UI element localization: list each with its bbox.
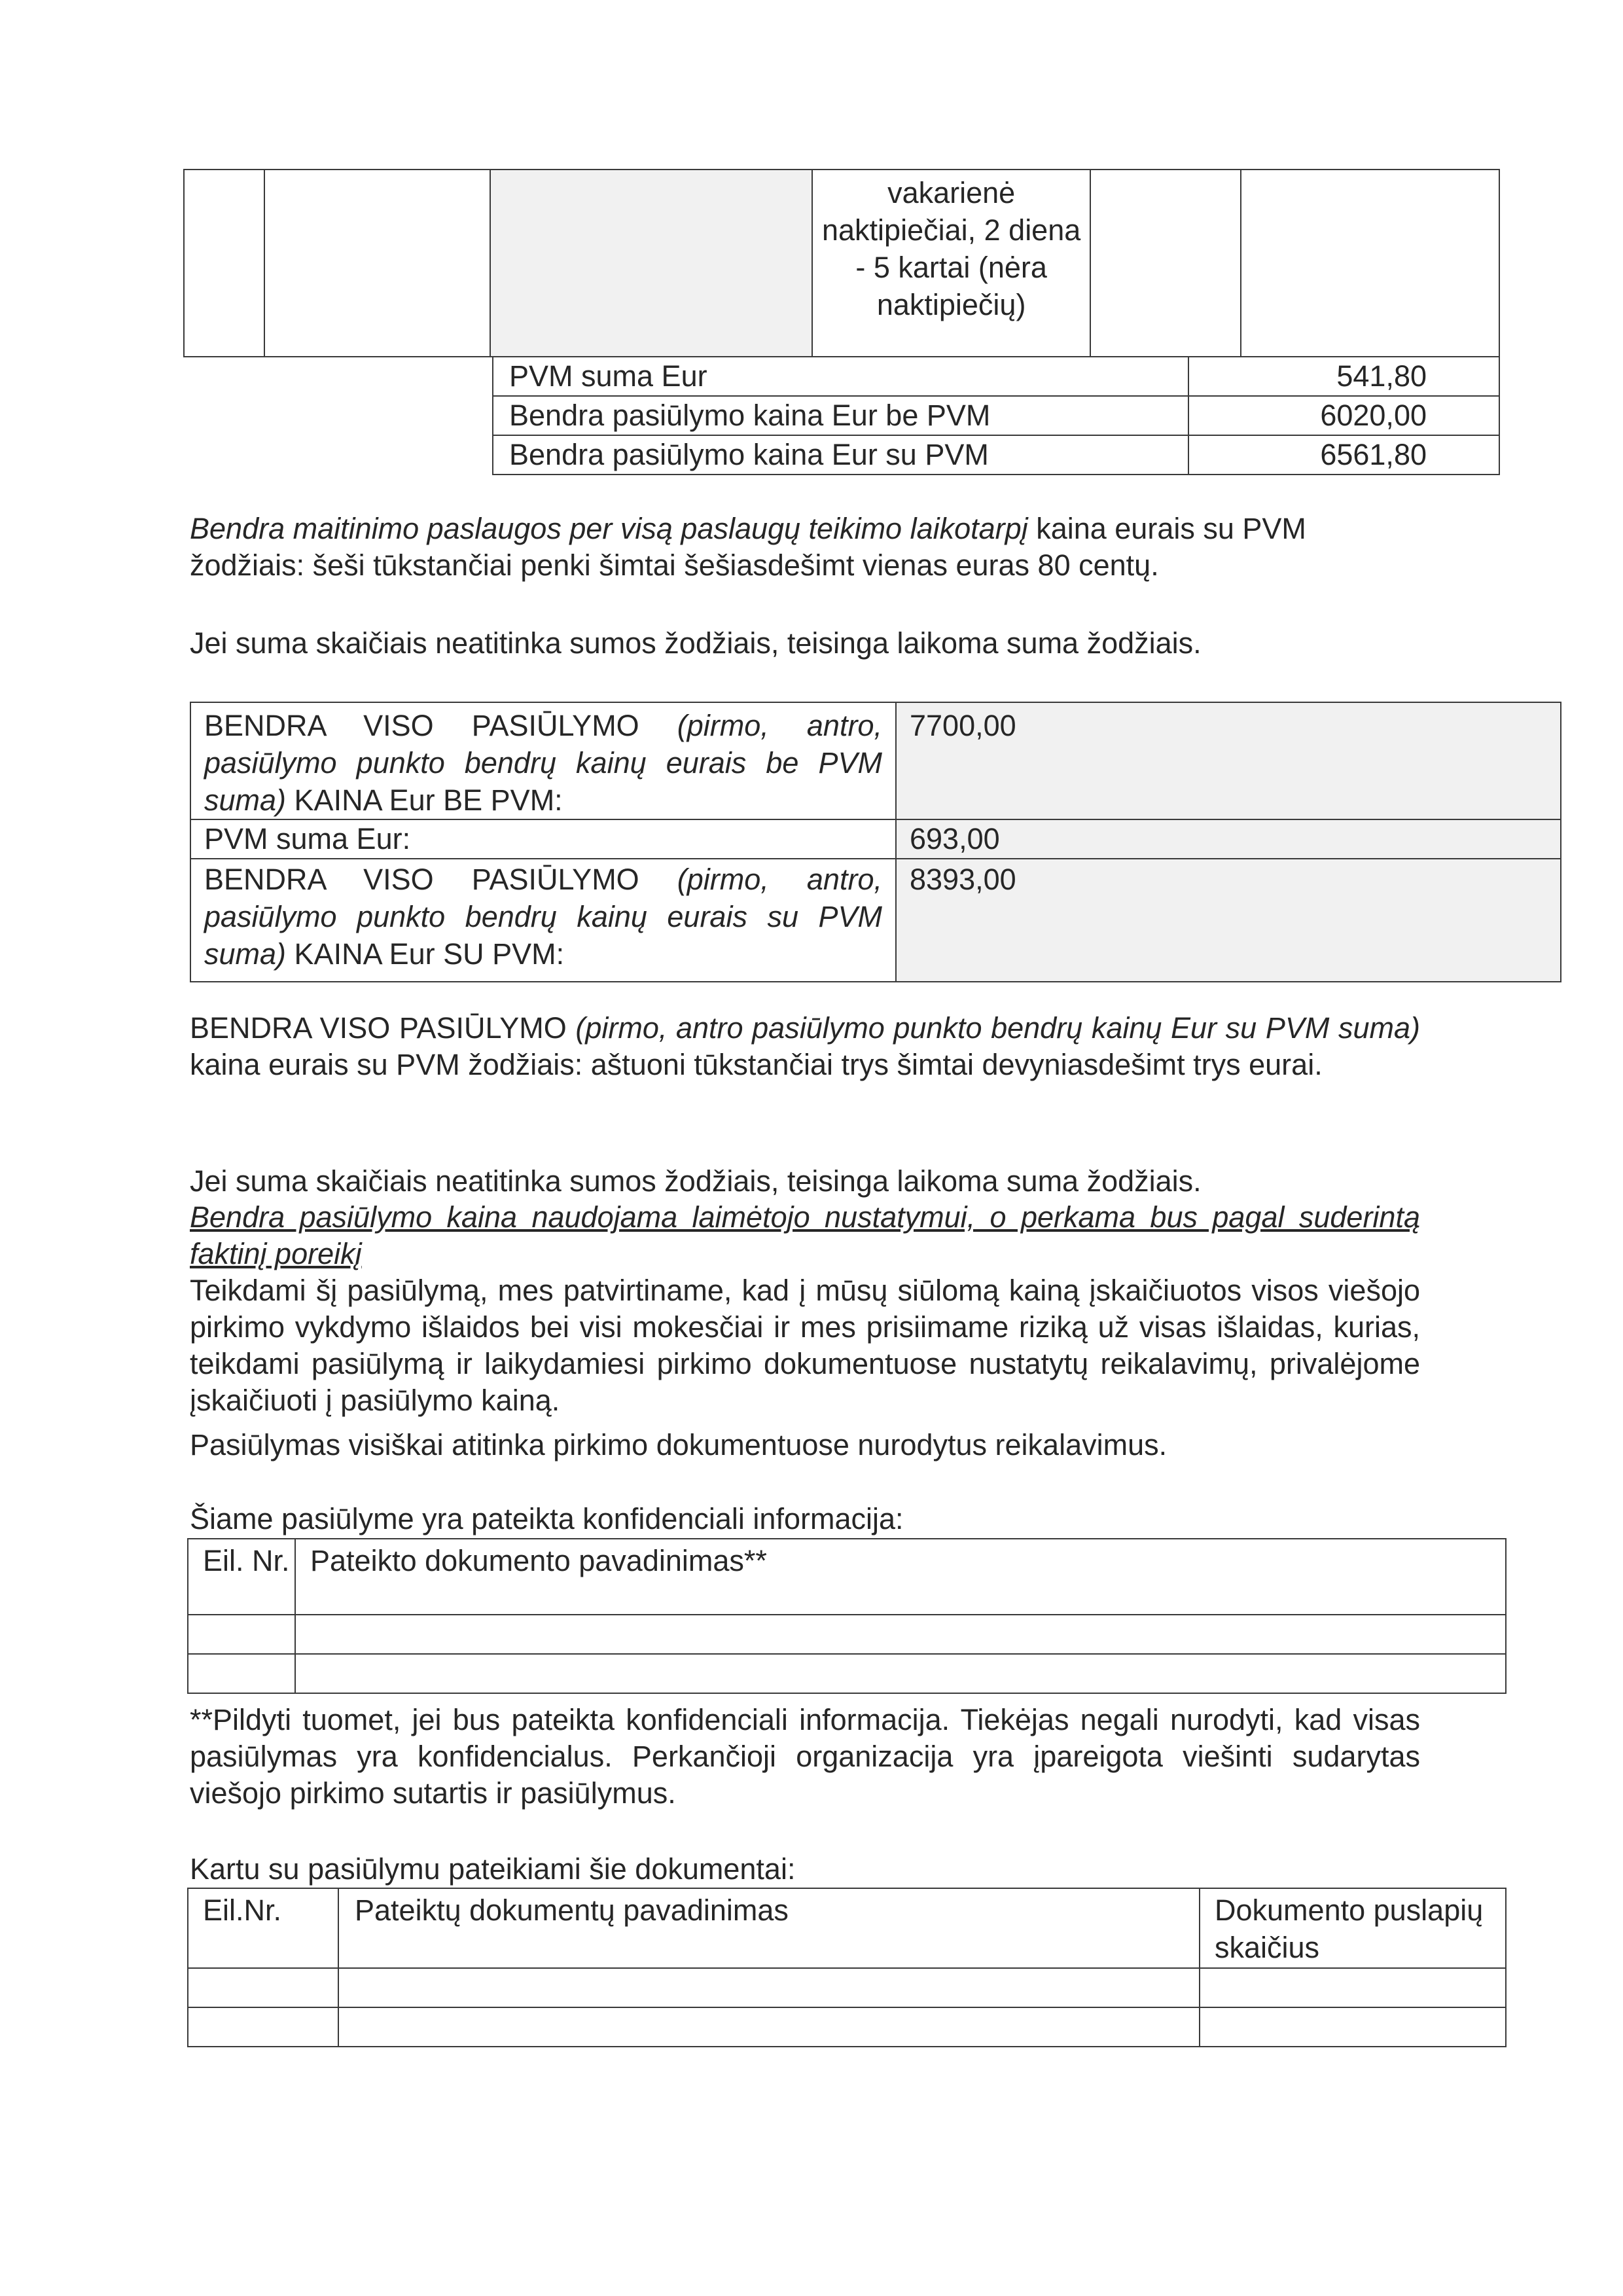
catering-price-italic: Bendra maitinimo paslaugos per visą paslaugų teikimo laikotarpį bbox=[190, 512, 1028, 545]
total-offer-without-vat-value: 7700,00 bbox=[896, 702, 1561, 819]
total-offer-heading: BENDRA VISO PASIŪLYMO bbox=[204, 709, 639, 742]
total-vat-value: 693,00 bbox=[896, 819, 1561, 859]
docs-col-number-header: Eil.Nr. bbox=[188, 1888, 338, 1968]
confidential-info-table bbox=[187, 1538, 1507, 1694]
rule-text-2: Jei suma skaičiais neatitinka sumos žodžiais, teisinga laikoma suma žodžiais. bbox=[190, 1164, 1202, 1198]
conf-row-1-title bbox=[295, 1615, 1506, 1654]
documents-table bbox=[187, 1888, 1507, 2047]
total-offer-suffix-2: KAINA Eur SU PVM: bbox=[294, 937, 565, 971]
total-vat-label: PVM suma Eur: bbox=[190, 819, 896, 859]
cell-empty-6 bbox=[1241, 170, 1499, 357]
docs-row-2-title bbox=[338, 2007, 1200, 2047]
total-without-vat-label: Bendra pasiūlymo kaina Eur be PVM bbox=[493, 396, 1188, 435]
rule-text-1: Jei suma skaičiais neatitinka sumos žodžiais, teisinga laikoma suma žodžiais. bbox=[190, 626, 1202, 660]
total-offer-with-vat-label bbox=[190, 859, 896, 982]
docs-col-pages-header: Dokumento puslapių skaičius bbox=[1200, 1888, 1506, 1968]
price-summary-table bbox=[492, 356, 1500, 475]
docs-row-1-title bbox=[338, 1968, 1200, 2007]
docs-row-1-number bbox=[188, 1968, 338, 2007]
conf-row-1-number bbox=[188, 1615, 295, 1654]
total-offer-words-heading: BENDRA VISO PASIŪLYMO bbox=[190, 1011, 567, 1045]
compliance-statement: Pasiūlymas visiškai atitinka pirkimo dokumentuose nurodytus reikalavimus. bbox=[190, 1428, 1168, 1462]
underlined-note-text: Bendra pasiūlymo kaina naudojama laimėtojo nustatymui, o perkama bus pagal suderintą faktinį poreikį bbox=[190, 1200, 1420, 1270]
meal-continuation-table bbox=[183, 169, 1500, 357]
docs-row-1-pages bbox=[1200, 1968, 1506, 2007]
cell-empty-2 bbox=[264, 170, 490, 357]
total-offer-italic-desc-2: (pirmo, antro, pasiūlymo punkto bendrų kainų eurais su PVM suma) bbox=[204, 863, 882, 971]
total-offer-words: kaina eurais su PVM žodžiais: aštuoni tūkstančiai trys šimtai devyniasdešimt trys eurai. bbox=[190, 1048, 1323, 1081]
cell-empty-3 bbox=[490, 170, 812, 357]
underlined-note bbox=[190, 1199, 1420, 1272]
total-offer-in-words bbox=[190, 1010, 1420, 1083]
confidential-note: **Pildyti tuomet, jei bus pateikta konfidenciali informacija. Tiekėjas negali nurodyti, kad visas pasiūlymas yra konfidencialus. Perkančioji organizacija yra įpareigota viešinti sudarytas viešojo pirkimo sutartis ir pasiūlymus. bbox=[190, 1703, 1420, 1810]
conf-col-number-header: Eil. Nr. bbox=[188, 1539, 295, 1615]
docs-row-2-number bbox=[188, 2007, 338, 2047]
conf-row-2-number bbox=[188, 1654, 295, 1693]
declaration-paragraph: Teikdami šį pasiūlymą, mes patvirtiname, kad į mūsų siūlomą kainą įskaičiuotos visos viešojo pirkimo vykdymo išlaidos bei visi mokesčiai ir mes prisiimame riziką už visas išlaidas, kurias, teikdami pasiūlymą ir laikydamiesi pirkimo dokumentuose nustatytų reikalavimų, privalėjome įskaičiuoti į pasiūlymo kainą. bbox=[190, 1274, 1420, 1417]
total-offer-with-vat-value: 8393,00 bbox=[896, 859, 1561, 982]
docs-col-title-header: Pateiktų dokumentų pavadinimas bbox=[338, 1888, 1200, 1968]
total-offer-italic-desc: (pirmo, antro, pasiūlymo punkto bendrų kainų eurais be PVM suma) bbox=[204, 709, 882, 817]
cell-empty-1 bbox=[184, 170, 264, 357]
total-with-vat-value: 6561,80 bbox=[1188, 435, 1499, 475]
total-offer-words-italic: (pirmo, antro pasiūlymo punkto bendrų kainų Eur su PVM suma) bbox=[575, 1011, 1420, 1045]
vat-sum-label: PVM suma Eur bbox=[493, 357, 1188, 396]
conf-row-2-title bbox=[295, 1654, 1506, 1693]
catering-price-in-words bbox=[190, 511, 1427, 584]
total-offer-table bbox=[190, 702, 1561, 982]
total-with-vat-label: Bendra pasiūlymo kaina Eur su PVM bbox=[493, 435, 1188, 475]
conf-col-title-header: Pateikto dokumento pavadinimas** bbox=[295, 1539, 1506, 1615]
documents-heading: Kartu su pasiūlymu pateikiami šie dokumentai: bbox=[190, 1852, 796, 1886]
confidential-heading: Šiame pasiūlyme yra pateikta konfidenciali informacija: bbox=[190, 1502, 904, 1535]
total-offer-suffix: KAINA Eur BE PVM: bbox=[294, 783, 563, 817]
cell-empty-5 bbox=[1090, 170, 1241, 357]
total-without-vat-value: 6020,00 bbox=[1188, 396, 1499, 435]
total-offer-without-vat-label bbox=[190, 702, 896, 819]
docs-row-2-pages bbox=[1200, 2007, 1506, 2047]
vat-sum-value: 541,80 bbox=[1188, 357, 1499, 396]
catering-price-words: kaina eurais su PVM žodžiais: šeši tūkstančiai penki šimtai šešiasdešimt vienas euras 80 centų. bbox=[190, 512, 1306, 582]
meal-schedule-text: vakarienė naktipiečiai, 2 diena - 5 kartai (nėra naktipiečių) bbox=[812, 170, 1090, 357]
total-offer-heading-2: BENDRA VISO PASIŪLYMO bbox=[204, 863, 639, 896]
